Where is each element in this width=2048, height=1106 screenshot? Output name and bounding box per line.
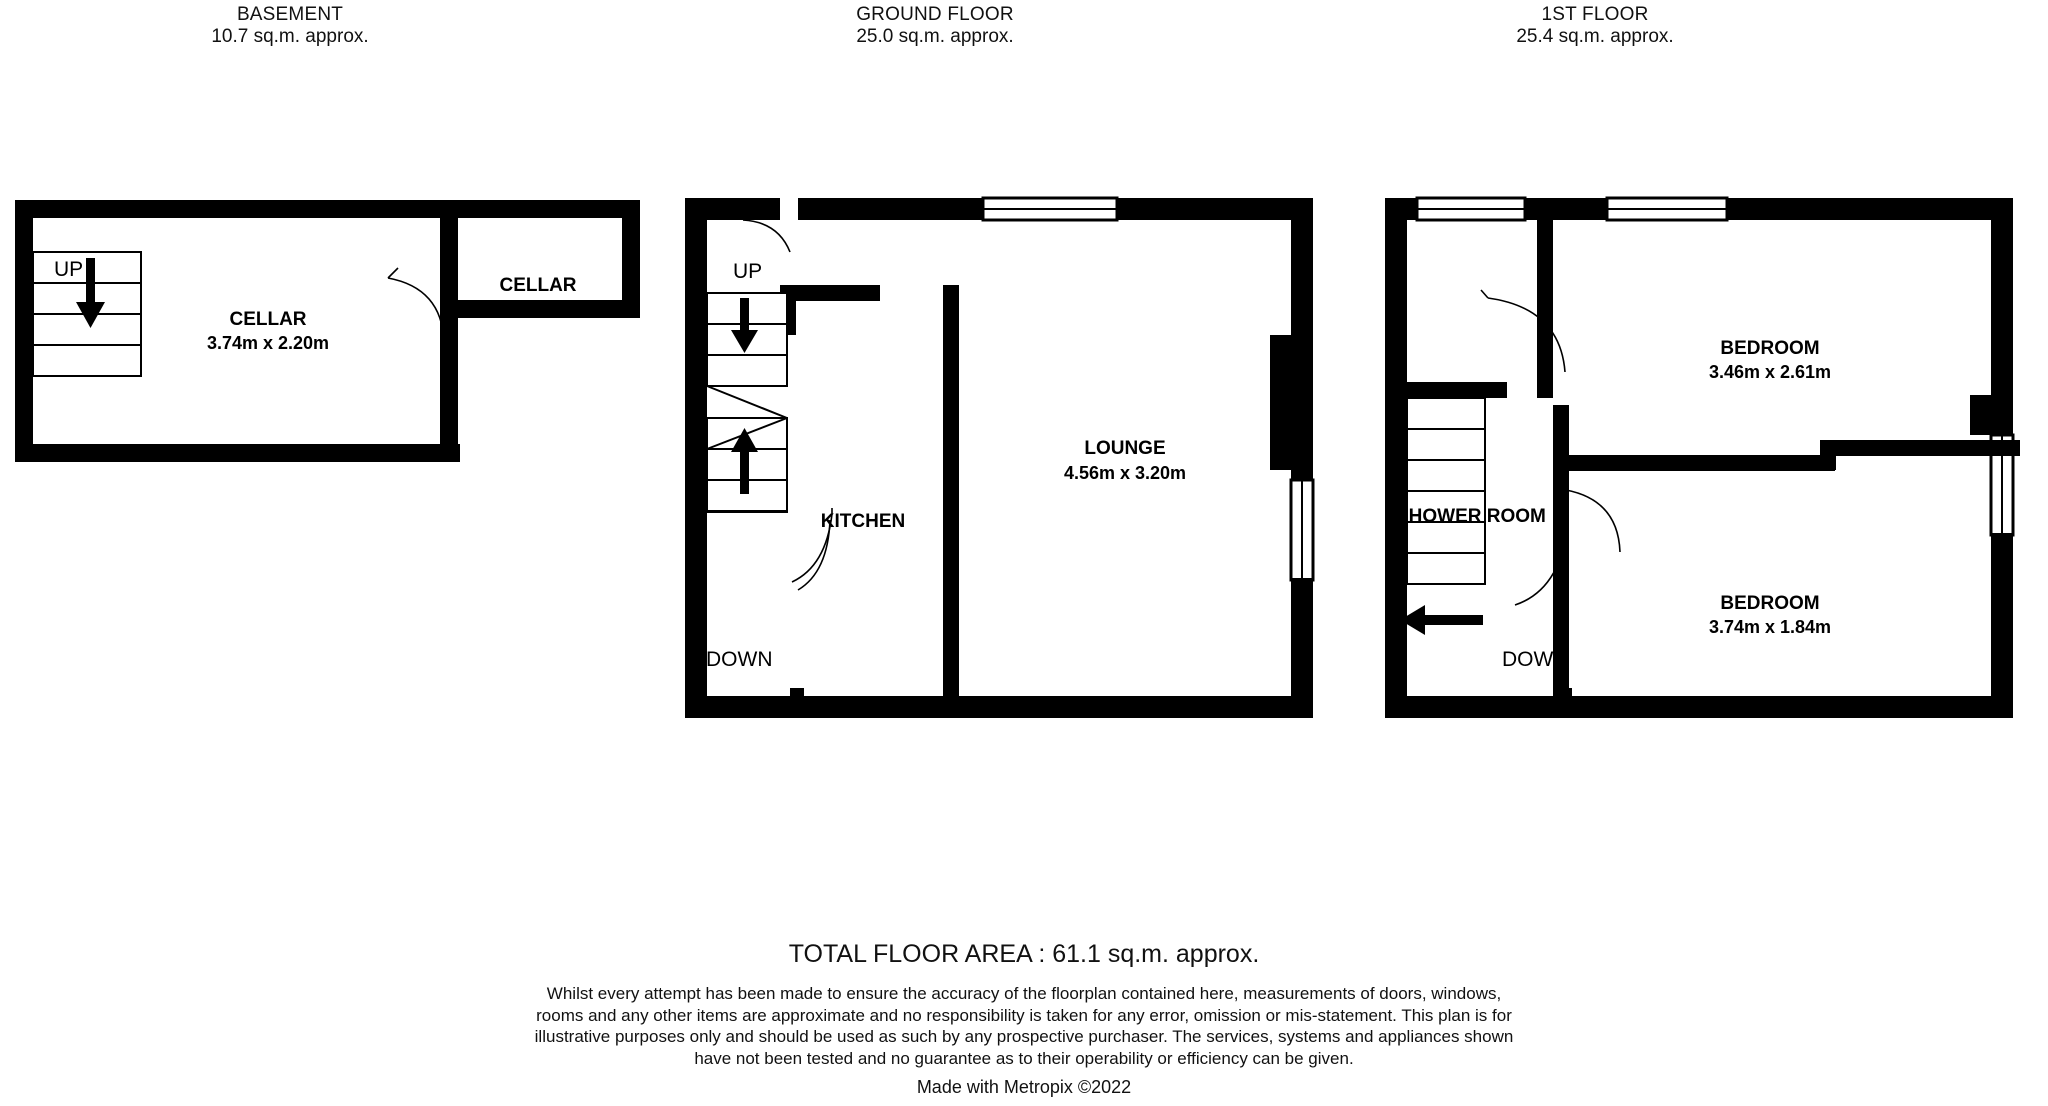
- first-staircase: [1407, 398, 1485, 584]
- disclaimer-text: Whilst every attempt has been made to ensure the accuracy of the floorplan contained here, measurements of doors, windows, rooms and any other items are approximate and no responsibility is taken for any error, omission or mis-statement. This plan is for illustrative purposes only and should be used as such by any prospective purchaser. The services, systems and appliances shown have not been tested and no guarantee as to their operability or efficiency can be given.: [534, 984, 1514, 1068]
- ground-up-label: UP: [733, 260, 763, 283]
- ground-window-top: [983, 198, 1117, 220]
- floor-heading-ground: [725, 4, 1145, 48]
- first-bedroom1-dims: 3.46m x 2.61m: [1708, 362, 1832, 382]
- ground-lounge-dims: 4.56m x 3.20m: [1063, 463, 1187, 483]
- total-floor-area: TOTAL FLOOR AREA : 61.1 sq.m. approx.: [788, 940, 1260, 968]
- ground-kitchen-name: KITCHEN: [820, 511, 906, 532]
- basement-cellar-small-dims: 1.59m x 1.55m: [476, 299, 600, 319]
- floor-title-first: 1ST FLOOR: [1541, 4, 1649, 25]
- floor-heading-first: [1385, 4, 1805, 48]
- basement-cellar-small-name: CELLAR: [499, 275, 577, 296]
- plan-ground-floor: [680, 190, 1340, 730]
- basement-cellar-main-dims: 3.74m x 2.20m: [206, 333, 330, 353]
- first-window-top-2: [1607, 198, 1727, 220]
- floor-title-ground: GROUND FLOOR: [856, 4, 1014, 25]
- floor-area-basement: 10.7 sq.m. approx.: [211, 26, 369, 47]
- first-bedroom2-name: BEDROOM: [1720, 593, 1820, 614]
- basement-cellar-main-name: CELLAR: [229, 309, 307, 330]
- first-window-top-1: [1417, 198, 1525, 220]
- floor-heading-basement: [80, 4, 500, 48]
- ground-lounge-name: LOUNGE: [1084, 438, 1166, 459]
- basement-up-label: UP: [54, 258, 84, 281]
- floor-title-basement: BASEMENT: [236, 4, 344, 25]
- first-bedroom1-name: BEDROOM: [1720, 338, 1820, 359]
- first-stair-arrow-down: [1400, 605, 1483, 635]
- ground-down-label: DOWN: [706, 648, 773, 671]
- first-bedroom2-dims: 3.74m x 1.84m: [1708, 617, 1832, 637]
- plan-first-floor: [1380, 190, 2040, 730]
- ground-window-right: [1291, 480, 1313, 580]
- footer: [0, 940, 2048, 1098]
- credit-text: Made with Metropix ©2022: [916, 1077, 1132, 1097]
- first-down-label: DOWN: [1502, 648, 1569, 671]
- floor-area-first: 25.4 sq.m. approx.: [1516, 26, 1674, 47]
- floor-area-ground: 25.0 sq.m. approx.: [856, 26, 1014, 47]
- first-shower-room-name: SHOWER ROOM: [1396, 506, 1546, 527]
